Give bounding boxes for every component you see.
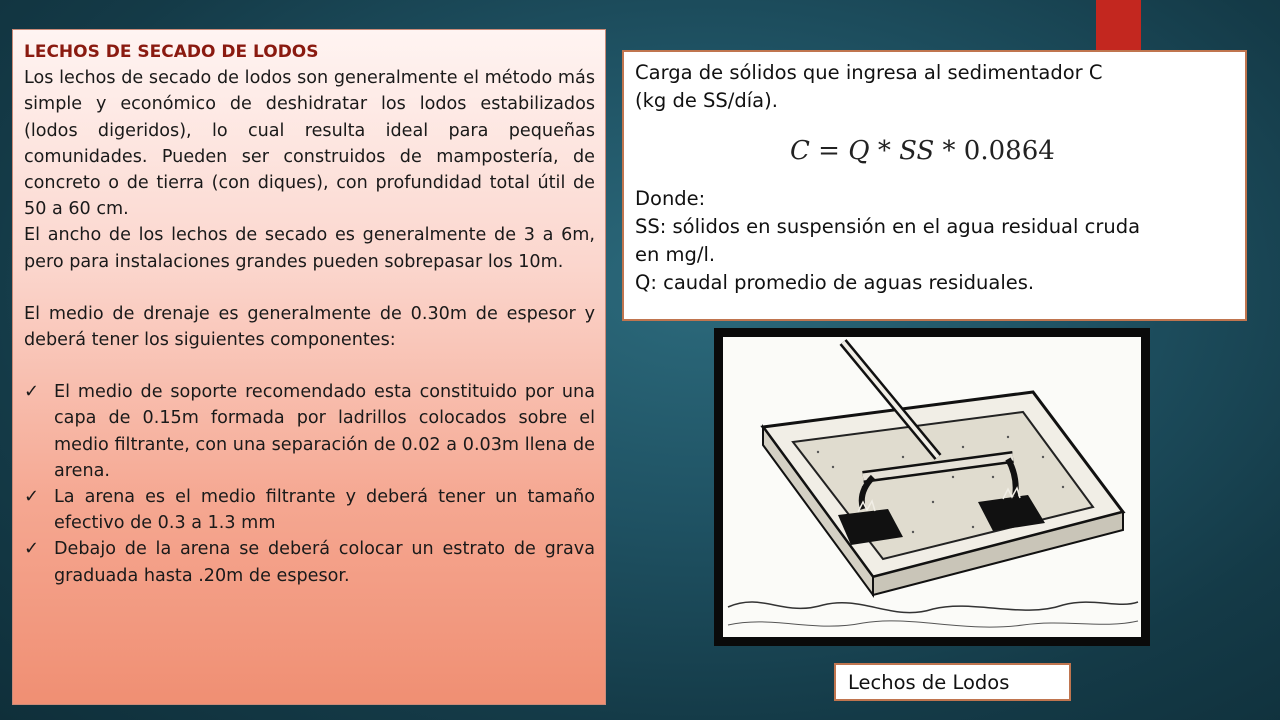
list-item (24, 484, 595, 536)
figure-caption: Lechos de Lodos (834, 663, 1071, 701)
width-paragraph: El ancho de los lechos de secado es generalmente de 3 a 6m, pero para instalaciones grandes pueden sobrepasar los 10m. (24, 225, 595, 272)
sludge-bed-illustration (714, 328, 1150, 646)
list-item (24, 536, 595, 588)
formula-multiply: * (877, 136, 891, 166)
checkmark-icon: ✓ (24, 381, 40, 403)
solids-load-heading: Carga de sólidos que ingresa al sedimentador C (635, 61, 1103, 84)
list-item-text: La arena es el medio filtrante y deberá tener un tamaño efectivo de 0.3 a 1.3 mm (54, 487, 595, 534)
donde-label: Donde: (635, 187, 706, 210)
ss-definition: SS: sólidos en suspensión en el agua residual cruda (635, 215, 1141, 238)
list-item-text: El medio de soporte recomendado esta constituido por una capa de 0.15m formada por ladrillos colocados sobre el medio filtrante, con una separación de 0.02 a 0.03m llena de arena. (54, 382, 595, 481)
formula-equals: = (818, 136, 840, 166)
checkmark-icon: ✓ (24, 538, 40, 560)
solids-load-box (622, 50, 1247, 321)
solids-load-units: (kg de SS/día). (635, 89, 778, 112)
checkmark-icon: ✓ (24, 486, 40, 508)
sludge-bed-drawing (723, 337, 1141, 637)
formula-q: Q (848, 136, 870, 166)
list-item-text: Debajo de la arena se deberá colocar un estrato de grava graduada hasta .20m de espesor. (54, 539, 595, 586)
drainage-paragraph: El medio de drenaje es generalmente de 0.30m de espesor y deberá tener los siguientes componentes: (24, 303, 595, 351)
ss-definition-units: en mg/l. (635, 243, 716, 266)
formula-lhs: C (790, 136, 810, 166)
list-item (24, 379, 595, 484)
drying-beds-text-panel (12, 29, 606, 705)
q-definition: Q: caudal promedio de aguas residuales. (635, 271, 1035, 294)
solids-load-formula (790, 133, 1235, 169)
component-checklist (24, 379, 595, 589)
formula-ss: SS (899, 136, 935, 166)
formula-constant: 0.0864 (963, 136, 1055, 166)
red-accent-bar (1096, 0, 1141, 52)
panel-title: LECHOS DE SECADO DE LODOS (24, 42, 319, 62)
intro-paragraph: Los lechos de secado de lodos son generalmente el método más simple y económico de deshidratar los lodos estabilizados (lodos digeridos), lo cual resulta ideal para pequeñas comunidades. Pueden ser construidos de mampostería, de concreto o de tierra (con diques), con profundidad total útil de 50 a 60 cm. (24, 68, 595, 220)
formula-multiply: * (942, 136, 956, 166)
